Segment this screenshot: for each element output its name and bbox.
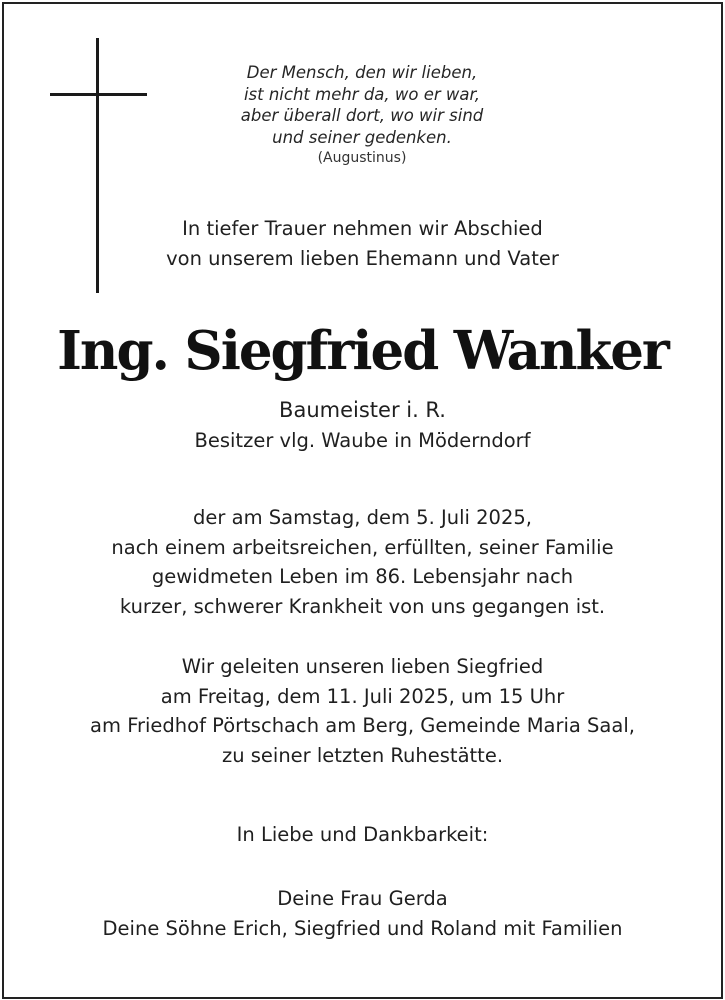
intro-line: In tiefer Trauer nehmen wir Abschied (182, 217, 543, 240)
quote-line: ist nicht mehr da, wo er war, (243, 84, 481, 104)
closing-line: In Liebe und Dankbarkeit: (236, 823, 489, 846)
quote-line: aber überall dort, wo wir sind (240, 106, 484, 125)
funeral-details (0, 652, 725, 770)
intro-line: von unserem lieben Ehemann und Vater (166, 246, 559, 270)
memorial-quote (212, 62, 512, 168)
death-announcement (0, 503, 725, 621)
funeral-line: am Friedhof Pörtschach am Berg, Gemeinde Maria Saal, (90, 714, 635, 737)
intro-text (0, 214, 725, 273)
announcement-line: nach einem arbeitsreichen, erfüllten, seiner Familie (111, 535, 614, 559)
announcement-line: kurzer, schwerer Krankheit von uns gegangen ist. (119, 594, 606, 618)
funeral-line: zu seiner letzten Ruhestätte. (221, 743, 504, 767)
funeral-line: Wir geleiten unseren lieben Siegfried (181, 655, 544, 678)
quote-author: (Augustinus) (317, 150, 407, 166)
deceased-titles (0, 396, 725, 455)
quote-line: Der Mensch, den wir lieben, (246, 63, 478, 82)
quote-line: und seiner gedenken. (272, 127, 452, 147)
cross-icon-crossbar (50, 93, 147, 96)
deceased-subtitle: Besitzer vlg. Waube in Möderndorf (194, 428, 531, 452)
mourner-line: Deine Söhne Erich, Siegfried und Roland mit Familien (102, 916, 623, 940)
deceased-title: Baumeister i. R. (279, 398, 446, 422)
deceased-name: Ing. Siegfried Wanker (57, 320, 668, 382)
mourner-line: Deine Frau Gerda (277, 887, 448, 910)
funeral-line: am Freitag, dem 11. Juli 2025, um 15 Uhr (160, 684, 565, 708)
closing-text (0, 820, 725, 850)
announcement-line: gewidmeten Leben im 86. Lebensjahr nach (151, 565, 574, 588)
announcement-line: der am Samstag, dem 5. Juli 2025, (193, 506, 532, 529)
mourners-list (0, 884, 725, 943)
